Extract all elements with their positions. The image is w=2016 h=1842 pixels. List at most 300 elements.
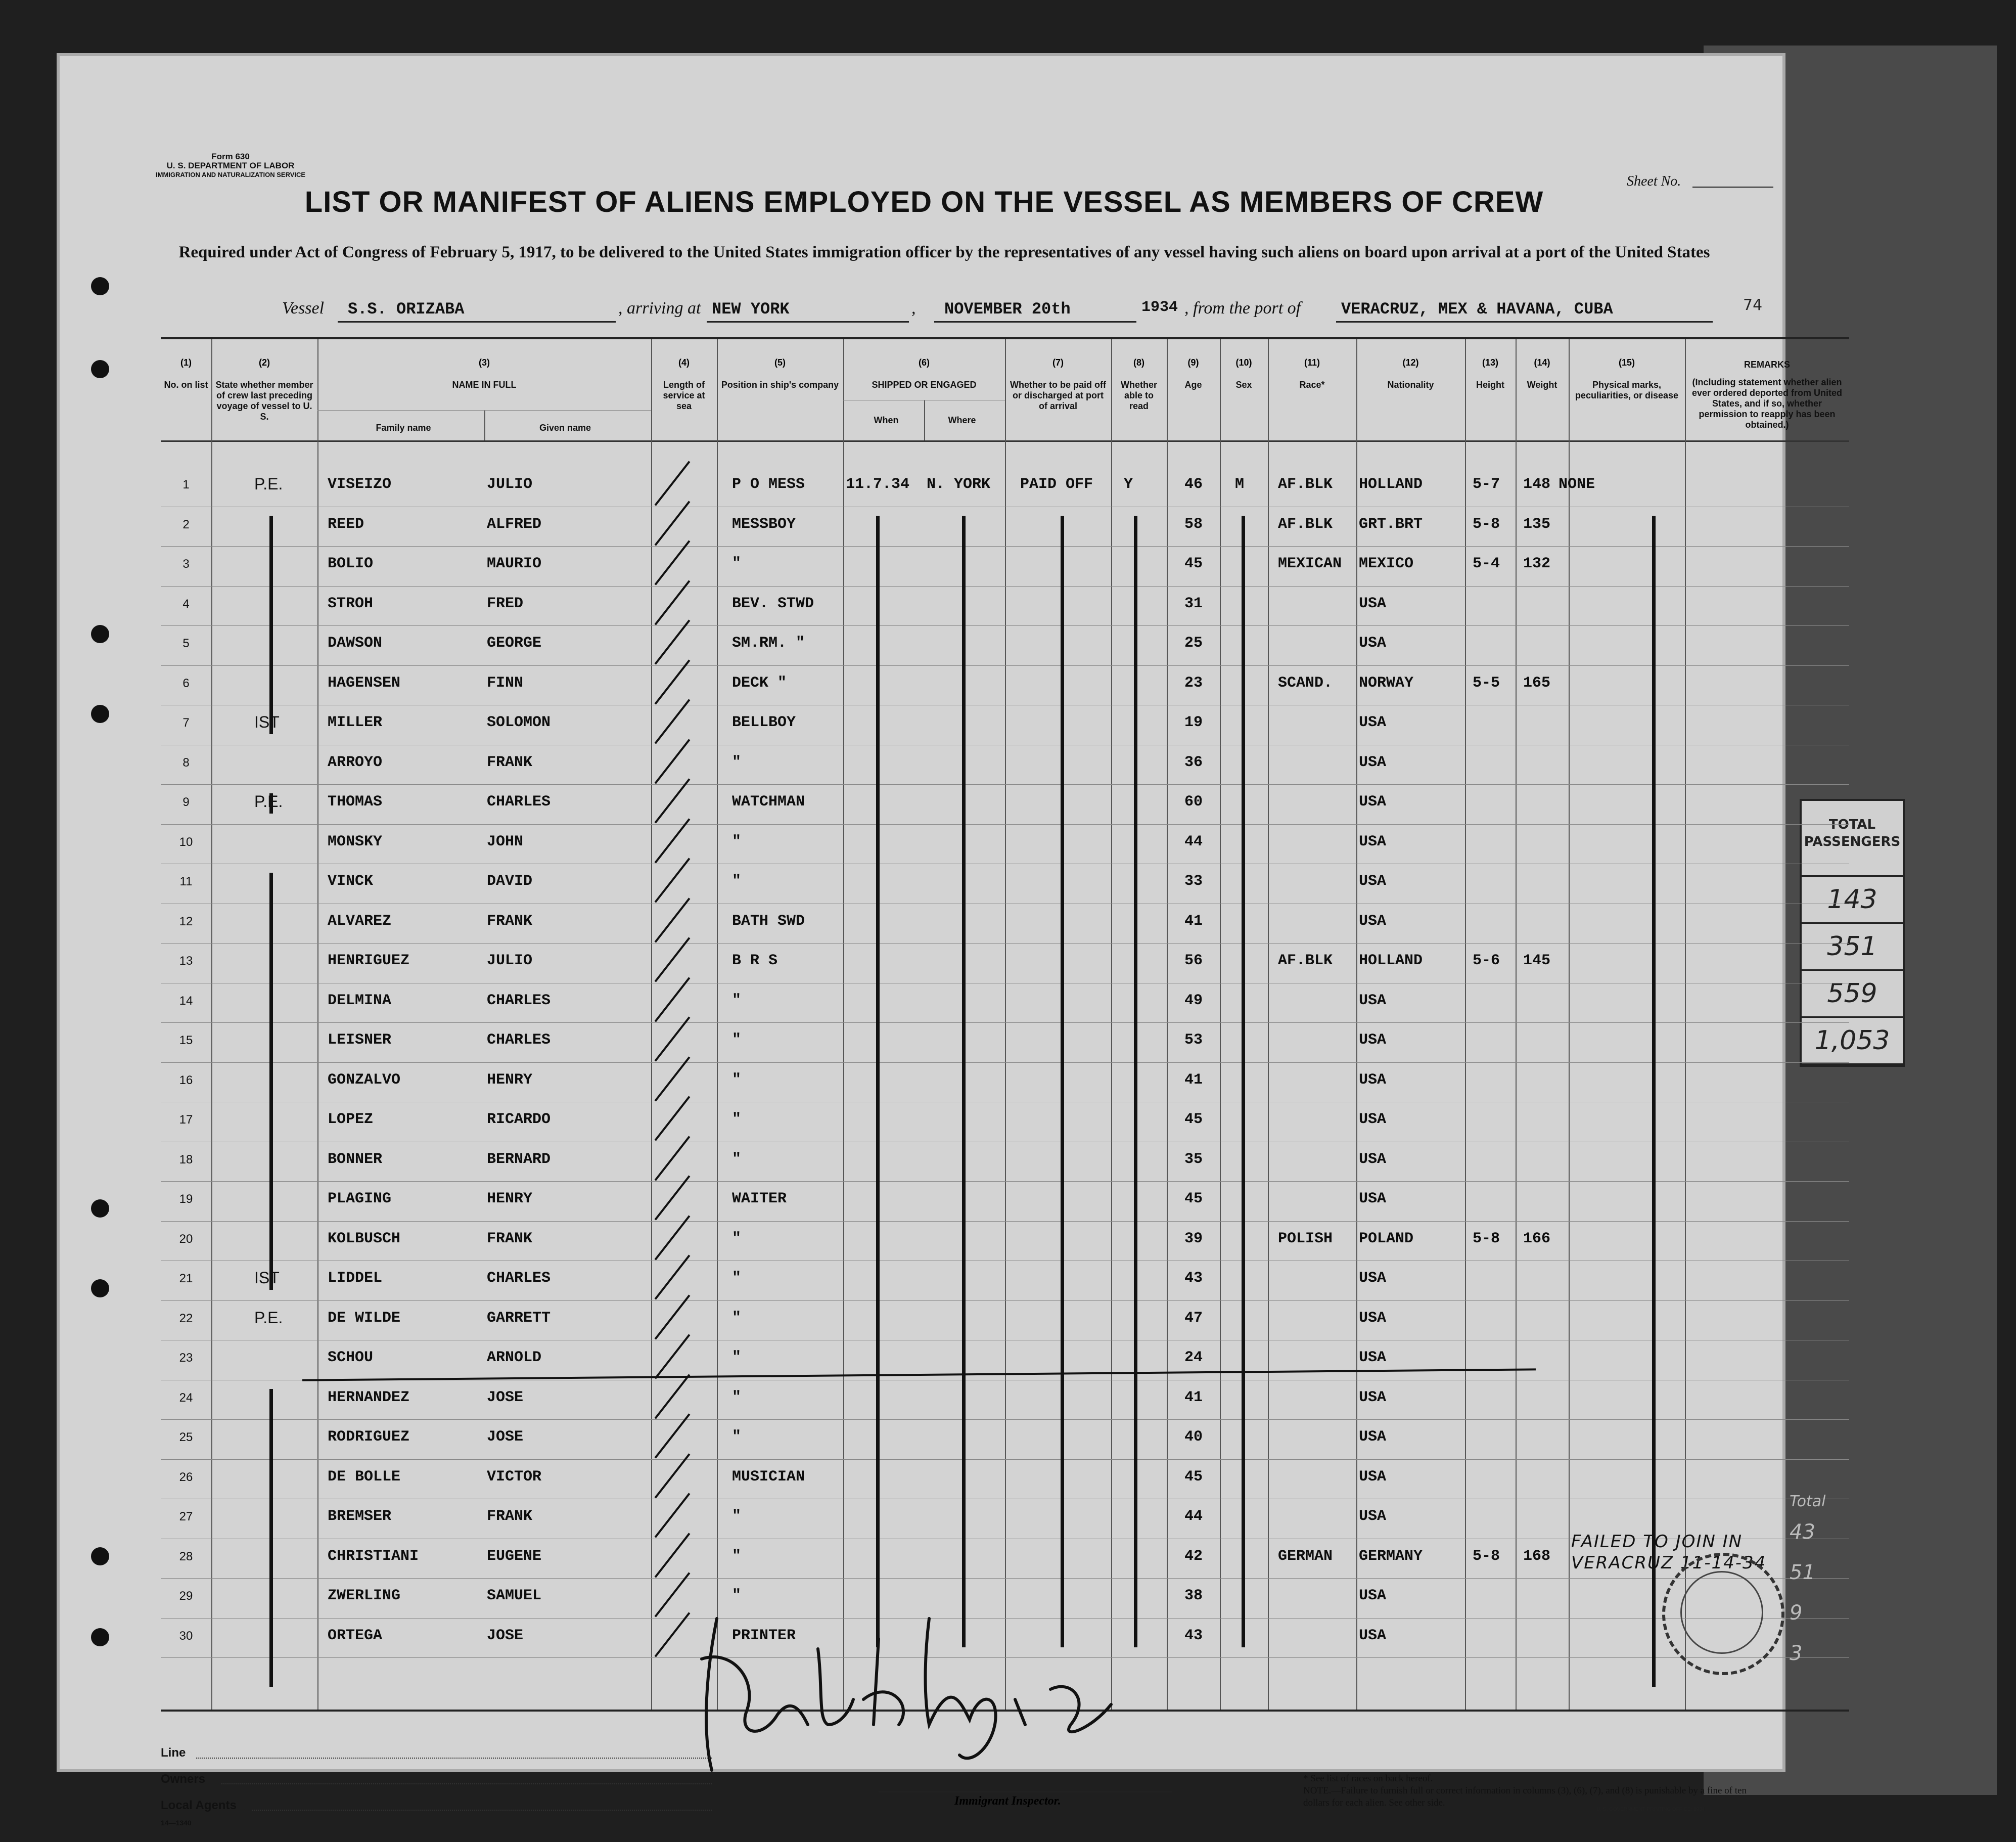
cell-race: MEXICAN	[1278, 555, 1342, 572]
cell-family: ORTEGA	[328, 1627, 383, 1644]
column-number: (3)	[479, 357, 490, 368]
service-tick	[655, 739, 691, 784]
cell-family: MONSKY	[328, 833, 383, 850]
row-number: 15	[179, 1034, 193, 1047]
cell-nationality: USA	[1359, 595, 1387, 612]
cell-age: 44	[1184, 833, 1203, 850]
cell-position: "	[732, 1508, 742, 1525]
crew-manifest-table	[161, 337, 1849, 1712]
row-number: 4	[182, 597, 190, 611]
page-mark: 74	[1743, 296, 1763, 314]
cell-position: "	[732, 555, 742, 572]
service-tick	[655, 858, 691, 903]
cell-position: WATCHMAN	[732, 793, 805, 811]
races-note: * See list of races on back hereof.	[1303, 1773, 1433, 1784]
column-divider	[1220, 339, 1221, 1710]
totals-edge-value: 3	[1790, 1642, 1803, 1665]
column-number: (6)	[919, 357, 930, 368]
cell-weight: 166	[1523, 1230, 1551, 1247]
owners-label: Owners	[161, 1772, 206, 1786]
column-divider	[317, 339, 318, 1710]
service-tick	[655, 937, 691, 982]
cell-position: MESSBOY	[732, 515, 796, 533]
cell-age: 19	[1184, 714, 1203, 731]
cell-age: 60	[1184, 793, 1203, 811]
cell-position: "	[732, 1349, 742, 1366]
column-divider	[1268, 339, 1269, 1710]
cell-given: SOLOMON	[487, 714, 551, 731]
cell-family: BREMSER	[328, 1508, 392, 1525]
cell-position: SM.RM. "	[732, 635, 805, 652]
cell-race: SCAND.	[1278, 674, 1333, 692]
cell-position: "	[732, 1111, 742, 1128]
column-number: (12)	[1402, 357, 1419, 368]
cell-position: "	[732, 1428, 742, 1446]
cell-position: P O MESS	[732, 476, 805, 493]
cell-family: GONZALVO	[328, 1071, 401, 1089]
last-voyage-mark: IST	[254, 713, 280, 731]
cell-family: ARROYO	[328, 753, 383, 771]
column-divider	[843, 339, 844, 1710]
cell-nationality: USA	[1359, 1190, 1387, 1207]
cell-given: HENRY	[487, 1190, 533, 1207]
cell-nationality: USA	[1359, 833, 1387, 850]
cell-nationality: USA	[1359, 1388, 1387, 1406]
page-subtitle: Required under Act of Congress of February 5, 1917, to be delivered to the United States immigration officer by the representatives of any vessel having such aliens on board upon arrival at a port of the United States	[178, 243, 1710, 261]
cell-race: GERMAN	[1278, 1547, 1333, 1565]
column-header: Position in ship's company	[721, 380, 839, 390]
cell-nationality: USA	[1359, 1111, 1387, 1128]
cell-nationality: POLAND	[1359, 1230, 1414, 1247]
column-header: SHIPPED OR ENGAGED	[872, 380, 977, 390]
row-number: 14	[179, 994, 193, 1008]
column-header: Length of service at sea	[663, 380, 705, 411]
service-tick	[655, 540, 691, 585]
footer-notes	[1303, 1773, 1758, 1809]
cell-nationality: USA	[1359, 635, 1387, 652]
cell-age: 46	[1184, 476, 1203, 493]
row-number: 8	[182, 755, 190, 770]
immigration-stamp	[1662, 1553, 1784, 1675]
service-tick	[655, 1374, 691, 1419]
cell-family: VINCK	[328, 873, 374, 890]
column-header: Sex	[1235, 380, 1252, 390]
cell-age: 45	[1184, 1468, 1203, 1486]
cell-age: 43	[1184, 1627, 1203, 1644]
column-divider	[1111, 339, 1112, 1710]
page-title: LIST OR MANIFEST OF ALIENS EMPLOYED ON THE VESSEL AS MEMBERS OF CREW	[304, 186, 1544, 218]
vessel-label: Vessel	[282, 299, 325, 318]
cell-nationality: USA	[1359, 714, 1387, 731]
cell-height: 5-8	[1473, 1230, 1500, 1247]
cell-weight: 135	[1523, 515, 1551, 533]
cell-paid: PAID OFF	[1020, 476, 1093, 493]
cell-weight: 148	[1523, 476, 1551, 493]
cell-given: FRANK	[487, 1230, 533, 1247]
cell-given: JOSE	[487, 1428, 524, 1446]
column-number: (8)	[1133, 357, 1144, 368]
service-tick	[655, 1572, 691, 1617]
cell-family: LIDDEL	[328, 1270, 383, 1287]
cell-family: BONNER	[328, 1150, 383, 1168]
cell-marks: NONE	[1559, 476, 1595, 493]
service-tick	[655, 778, 691, 823]
from-label: , from the port of	[1184, 299, 1301, 318]
column-number: (11)	[1304, 357, 1320, 368]
cell-family: ALVAREZ	[328, 912, 392, 930]
totals-edge-value: 9	[1790, 1601, 1803, 1625]
row-number: 19	[179, 1192, 193, 1206]
cell-nationality: USA	[1359, 873, 1387, 890]
punch-hole	[91, 705, 109, 723]
cell-nationality: MEXICO	[1359, 555, 1414, 572]
cell-when: 11.7.34	[846, 476, 910, 493]
column-header: Height	[1476, 380, 1504, 390]
totals-edge-value: 43	[1790, 1520, 1815, 1544]
row-number: 3	[182, 557, 190, 571]
cell-age: 49	[1184, 992, 1203, 1009]
column-header: Weight	[1527, 380, 1557, 390]
form-number: Form 630	[211, 152, 250, 161]
row-number: 10	[179, 835, 193, 849]
row-number: 1	[182, 478, 190, 491]
column-number: (14)	[1534, 357, 1550, 368]
cell-position: BEV. STWD	[732, 595, 814, 612]
cell-position: "	[732, 833, 742, 850]
column-divider	[1569, 339, 1570, 1710]
cell-given: ALFRED	[487, 515, 542, 533]
cell-weight: 168	[1523, 1547, 1551, 1565]
service-tick	[655, 461, 691, 506]
totals-edge	[1790, 1492, 1825, 1674]
row-number: 20	[179, 1232, 193, 1246]
service-tick	[655, 1334, 691, 1379]
cell-position: MUSICIAN	[732, 1468, 805, 1486]
row-number: 25	[179, 1430, 193, 1444]
cell-nationality: USA	[1359, 1309, 1387, 1327]
vessel-info-line: Vessel S.S. ORIZABA , arriving at NEW YORK , NOVEMBER 20th 1934 , from the port of VERACRUZ, MEX & HAVANA, CUBA	[282, 299, 1778, 324]
column-number: (5)	[774, 357, 786, 368]
cell-height: 5-8	[1473, 515, 1500, 533]
column-number: (15)	[1618, 357, 1635, 368]
cell-age: 24	[1184, 1349, 1203, 1366]
stub-value: 559	[1802, 971, 1903, 1018]
cell-family: REED	[328, 515, 364, 533]
column-header: Nationality	[1387, 380, 1434, 390]
cell-family: STROH	[328, 595, 374, 612]
service-tick	[655, 1493, 691, 1538]
service-tick	[655, 1175, 691, 1220]
column-number: (2)	[259, 357, 270, 368]
cell-age: 43	[1184, 1270, 1203, 1287]
ditto-mark-line	[876, 516, 880, 1647]
cell-position: "	[732, 1388, 742, 1406]
row-number: 17	[179, 1113, 193, 1127]
cell-position: B R S	[732, 952, 778, 969]
cell-nationality: USA	[1359, 753, 1387, 771]
cell-age: 41	[1184, 1388, 1203, 1406]
column-header: Whether able to read	[1121, 380, 1157, 411]
column-header: Age	[1184, 380, 1202, 390]
cell-race: AF.BLK	[1278, 952, 1333, 969]
cell-age: 31	[1184, 595, 1203, 612]
cell-family: LEISNER	[328, 1031, 392, 1049]
cell-height: 5-4	[1473, 555, 1500, 572]
cell-given: FRANK	[487, 1508, 533, 1525]
cell-nationality: USA	[1359, 1508, 1387, 1525]
cell-nationality: USA	[1359, 1031, 1387, 1049]
column-header: No. on list	[164, 380, 208, 390]
cell-age: 45	[1184, 1190, 1203, 1207]
column-divider	[651, 339, 652, 1710]
ditto-mark-line	[1242, 516, 1245, 1647]
cell-age: 56	[1184, 952, 1203, 969]
ditto-mark-line	[962, 516, 966, 1647]
row-number: 18	[179, 1152, 193, 1166]
last-voyage-mark: P.E.	[254, 475, 283, 493]
cell-family: HAGENSEN	[328, 674, 401, 692]
service-tick	[655, 1254, 691, 1299]
cell-position: "	[732, 1270, 742, 1287]
row-number: 16	[179, 1073, 193, 1087]
punch-hole	[91, 1199, 109, 1218]
service-tick	[655, 1056, 691, 1101]
column-number: (7)	[1052, 357, 1064, 368]
column-header: NAME IN FULL	[452, 380, 517, 390]
column-divider	[1685, 339, 1686, 1710]
row-number: 11	[179, 875, 193, 888]
cell-nationality: USA	[1359, 1587, 1387, 1604]
cell-family: DE WILDE	[328, 1309, 401, 1327]
punch-hole	[91, 1279, 109, 1297]
row-number: 29	[179, 1589, 193, 1603]
cell-family: LOPEZ	[328, 1111, 374, 1128]
cell-position: "	[732, 1230, 742, 1247]
penalty-note: NOTE.—Failure to furnish full or correct information in columns (3), (6), (7), and (8) is punishable by a fine of ten dollars for each alien. See other side.	[1303, 1785, 1747, 1808]
row-number: 24	[179, 1390, 193, 1405]
cell-given: FRANK	[487, 753, 533, 771]
cell-nationality: USA	[1359, 1428, 1387, 1446]
cell-family: SCHOU	[328, 1349, 374, 1366]
cell-given: JULIO	[487, 952, 533, 969]
column-number: (10)	[1235, 357, 1252, 368]
service-tick	[655, 1096, 691, 1141]
service-tick	[655, 1136, 691, 1181]
cell-age: 42	[1184, 1547, 1203, 1565]
column-header: State whether member of crew last preceding voyage of vessel to U. S.	[215, 380, 313, 422]
cell-age: 45	[1184, 1111, 1203, 1128]
cell-given: CHARLES	[487, 1031, 551, 1049]
stub-value: 1,053	[1802, 1018, 1903, 1065]
cell-family: KOLBUSCH	[328, 1230, 401, 1247]
cell-position: BATH SWD	[732, 912, 805, 930]
service-tick	[655, 619, 691, 664]
column-divider	[1516, 339, 1517, 1710]
cell-position: "	[732, 1071, 742, 1089]
cell-given: FRED	[487, 595, 524, 612]
cell-given: ARNOLD	[487, 1349, 542, 1366]
column-header: Race*	[1299, 380, 1325, 390]
remarks-note: (Including statement whether alien ever ordered deported from United States, and if so, whether permission to reapply has been obtained.)	[1691, 377, 1843, 430]
cell-position: PRINTER	[732, 1627, 796, 1644]
row-number: 28	[179, 1549, 193, 1563]
cell-height: 5-8	[1473, 1547, 1500, 1565]
service-tick	[655, 818, 691, 863]
column-header: Whether to be paid off or discharged at port of arrival	[1010, 380, 1106, 411]
service-tick	[655, 1453, 691, 1498]
cell-given: CHARLES	[487, 1270, 551, 1287]
cell-age: 39	[1184, 1230, 1203, 1247]
family-name-header: Family name	[376, 423, 431, 433]
cell-given: BERNARD	[487, 1150, 551, 1168]
cell-age: 36	[1184, 753, 1203, 771]
cell-given: DAVID	[487, 873, 533, 890]
cell-weight: 165	[1523, 674, 1551, 692]
cell-given: VICTOR	[487, 1468, 542, 1486]
cell-given: CHARLES	[487, 992, 551, 1009]
cell-position: "	[732, 873, 742, 890]
remark-veracruz-date: VERACRUZ 11-14-34	[1571, 1553, 1767, 1573]
cell-given: EUGENE	[487, 1547, 542, 1565]
ditto-mark-line	[269, 1389, 273, 1687]
cell-family: THOMAS	[328, 793, 383, 811]
cell-weight: 132	[1523, 555, 1551, 572]
service-tick	[655, 501, 691, 546]
cell-given: FRANK	[487, 912, 533, 930]
service-tick	[655, 1612, 691, 1657]
cell-given: JOHN	[487, 833, 524, 850]
ditto-mark-line	[269, 516, 273, 735]
arrival-year: 1934	[1141, 299, 1178, 316]
column-divider	[1465, 339, 1466, 1710]
last-voyage-mark: IST	[254, 1269, 280, 1287]
cell-family: CHRISTIANI	[328, 1547, 419, 1565]
column-divider	[1356, 339, 1357, 1710]
cell-family: DE BOLLE	[328, 1468, 401, 1486]
cell-position: "	[732, 1547, 742, 1565]
column-divider	[717, 339, 718, 1710]
last-voyage-mark: P.E.	[254, 792, 283, 811]
cell-family: ZWERLING	[328, 1587, 401, 1604]
cell-given: GARRETT	[487, 1309, 551, 1327]
cell-age: 25	[1184, 635, 1203, 652]
cell-height: 5-6	[1473, 952, 1500, 969]
punch-hole	[91, 1628, 109, 1646]
cell-given: JULIO	[487, 476, 533, 493]
cell-position: "	[732, 1309, 742, 1327]
service-tick	[655, 1294, 691, 1339]
arrival-port: NEW YORK	[712, 300, 790, 319]
shipped-when-header: When	[874, 415, 899, 425]
form-id-block	[156, 152, 305, 179]
column-divider	[1167, 339, 1168, 1710]
cell-age: 38	[1184, 1587, 1203, 1604]
cell-nationality: GRT.BRT	[1359, 515, 1423, 533]
row-number: 2	[182, 517, 190, 531]
punch-hole	[91, 360, 109, 378]
column-number: (9)	[1187, 357, 1199, 368]
line-label: Line	[161, 1746, 186, 1760]
column-header: REMARKS	[1744, 360, 1790, 370]
ditto-mark-line	[1061, 516, 1064, 1647]
vessel-name: S.S. ORIZABA	[348, 300, 465, 319]
cell-position: BELLBOY	[732, 714, 796, 731]
last-voyage-mark: P.E.	[254, 1308, 283, 1327]
local-agents-label: Local Agents	[161, 1799, 237, 1812]
cell-nationality: USA	[1359, 1270, 1387, 1287]
row-number: 27	[179, 1510, 193, 1523]
remark-failed-to-join: FAILED TO JOIN IN	[1571, 1532, 1743, 1552]
cell-given: SAMUEL	[487, 1587, 542, 1604]
cell-age: 33	[1184, 873, 1203, 890]
department-name: U. S. DEPARTMENT OF LABOR	[166, 161, 295, 170]
cell-age: 47	[1184, 1309, 1203, 1327]
cell-nationality: USA	[1359, 912, 1387, 930]
cell-read: Y	[1124, 476, 1133, 493]
cell-age: 45	[1184, 555, 1203, 572]
given-name-header: Given name	[539, 423, 591, 433]
cell-family: MILLER	[328, 714, 383, 731]
column-header: Physical marks, peculiarities, or disease	[1575, 380, 1679, 400]
row-number: 12	[179, 914, 193, 928]
cell-family: BOLIO	[328, 555, 374, 572]
cell-race: AF.BLK	[1278, 476, 1333, 493]
cell-nationality: USA	[1359, 1150, 1387, 1168]
cell-race: POLISH	[1278, 1230, 1333, 1247]
column-number: (13)	[1482, 357, 1498, 368]
column-divider	[1005, 339, 1006, 1710]
inspector-signature	[686, 1598, 1131, 1793]
cell-sex: M	[1235, 476, 1245, 493]
arrival-date: NOVEMBER 20th	[944, 300, 1071, 319]
ditto-mark-line	[1134, 516, 1137, 1647]
row-number: 23	[179, 1351, 193, 1365]
cell-family: PLAGING	[328, 1190, 392, 1207]
totals-edge-label: Total	[1790, 1493, 1826, 1510]
cell-position: "	[732, 1031, 742, 1049]
column-divider	[211, 339, 212, 1710]
agents-code: 14—1340	[161, 1819, 192, 1827]
cell-position: "	[732, 992, 742, 1009]
row-number: 21	[179, 1272, 193, 1285]
cell-position: "	[732, 1150, 742, 1168]
departure-ports: VERACRUZ, MEX & HAVANA, CUBA	[1341, 300, 1613, 319]
cell-nationality: USA	[1359, 992, 1387, 1009]
service-tick	[655, 1533, 691, 1578]
cell-family: DELMINA	[328, 992, 392, 1009]
arriving-label: , arriving at	[618, 299, 701, 318]
ditto-mark-line	[269, 793, 273, 814]
stub-value: 143	[1802, 877, 1903, 924]
cell-age: 35	[1184, 1150, 1203, 1168]
column-number: (1)	[180, 357, 192, 368]
cell-age: 41	[1184, 1071, 1203, 1089]
cell-nationality: USA	[1359, 1349, 1387, 1366]
cell-family: DAWSON	[328, 635, 383, 652]
cell-height: 5-5	[1473, 674, 1500, 692]
service-tick	[655, 897, 691, 942]
service-tick	[655, 1215, 691, 1260]
service-tick	[655, 659, 691, 704]
cell-age: 40	[1184, 1428, 1203, 1446]
cell-nationality: USA	[1359, 1468, 1387, 1486]
cell-given: GEORGE	[487, 635, 542, 652]
cell-nationality: USA	[1359, 793, 1387, 811]
punch-hole	[91, 625, 109, 643]
printer-imprint: U. S. GOVERNMENT PRINTING OFFICE: 1934	[1596, 1807, 1705, 1812]
cell-nationality: HOLLAND	[1359, 476, 1423, 493]
cell-nationality: HOLLAND	[1359, 952, 1423, 969]
